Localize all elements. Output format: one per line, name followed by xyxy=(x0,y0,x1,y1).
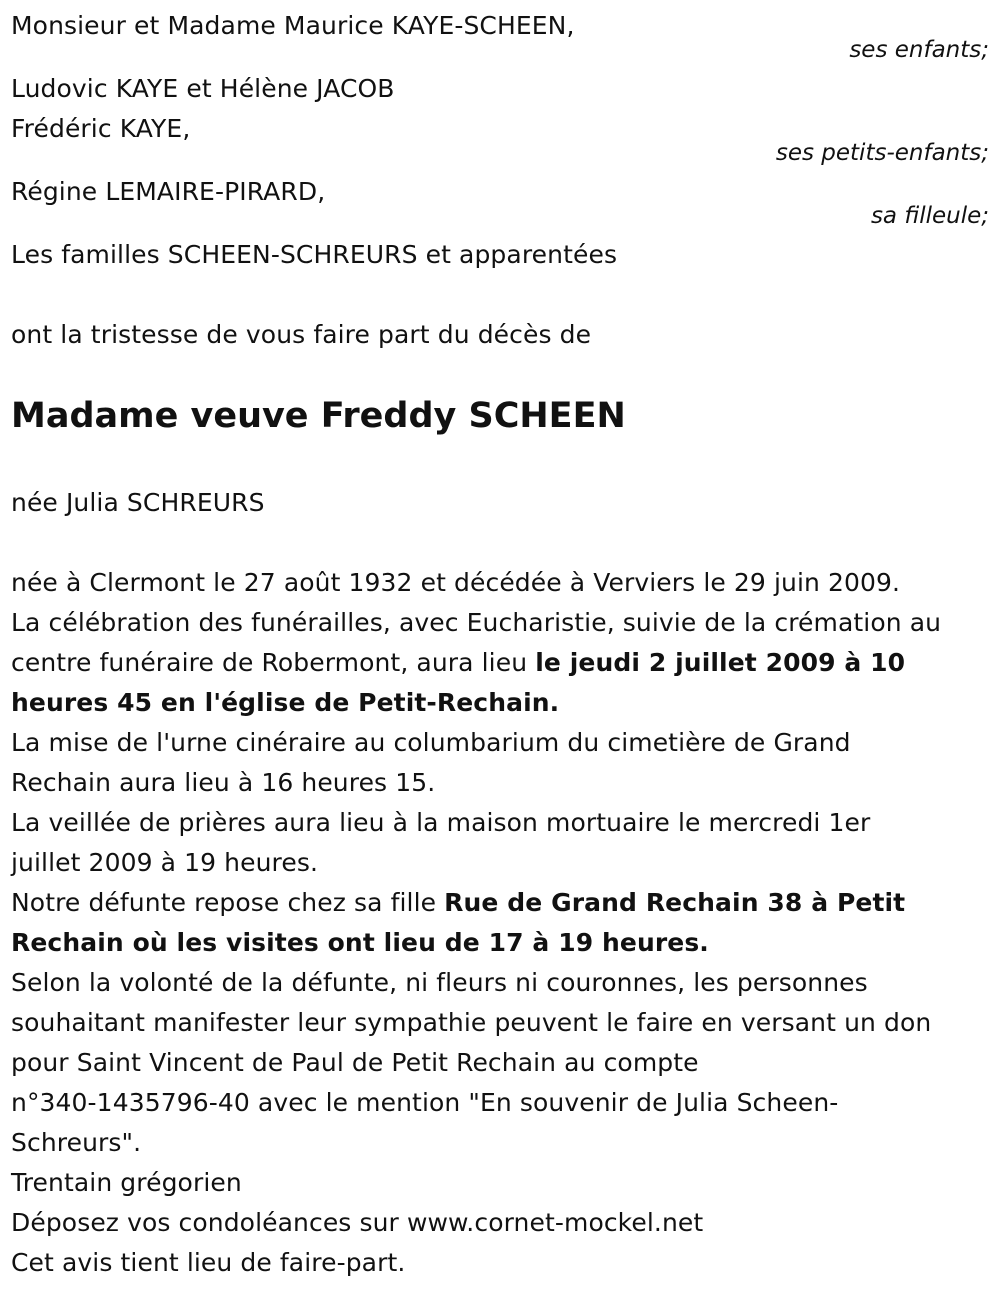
children-line: Monsieur et Madame Maurice KAYE-SCHEEN, xyxy=(11,11,575,40)
body-line-7: La veillée de prières aura lieu à la maison mortuaire le mercredi 1er xyxy=(11,808,871,837)
birth-name-line: née Julia SCHREURS xyxy=(11,488,265,517)
body-line-13: pour Saint Vincent de Paul de Petit Rechain au compte xyxy=(11,1048,699,1077)
body-line-5: La mise de l'urne cinéraire au columbarium du cimetière de Grand xyxy=(11,728,851,757)
announcement-line: ont la tristesse de vous faire part du décès de xyxy=(11,320,592,349)
address-bold: Rue de Grand Rechain 38 à Petit xyxy=(444,888,906,917)
goddaughter-role: sa filleule; xyxy=(870,203,989,229)
body-line-18: Cet avis tient lieu de faire-part. xyxy=(11,1248,406,1277)
grandchildren-role: ses petits-enfants; xyxy=(775,140,989,166)
visits-bold: Rechain où les visites ont lieu de 17 à 19 heures. xyxy=(11,928,709,957)
funeral-location-bold: heures 45 en l'église de Petit-Rechain. xyxy=(11,688,560,717)
body-line-6: Rechain aura lieu à 16 heures 15. xyxy=(11,768,436,797)
body-line-16: Trentain grégorien xyxy=(11,1168,242,1197)
grandchild-line-1: Ludovic KAYE et Hélène JACOB xyxy=(11,74,395,103)
body-line-15: Schreurs". xyxy=(11,1128,142,1157)
body-line-14: n°340-1435796-40 avec le mention "En souvenir de Julia Scheen- xyxy=(11,1088,839,1117)
body-line-12: souhaitant manifester leur sympathie peuvent le faire en versant un don xyxy=(11,1008,932,1037)
grandchild-line-2: Frédéric KAYE, xyxy=(11,114,191,143)
funeral-date-bold: le jeudi 2 juillet 2009 à 10 xyxy=(535,648,906,677)
body-line-3 xyxy=(11,643,905,683)
goddaughter-line: Régine LEMAIRE-PIRARD, xyxy=(11,177,326,206)
body-line-9 xyxy=(11,883,905,923)
body-line-3-text: centre funéraire de Robermont, aura lieu xyxy=(11,648,536,677)
body-line-2: La célébration des funérailles, avec Eucharistie, suivie de la crémation au xyxy=(11,608,942,637)
body-line-8: juillet 2009 à 19 heures. xyxy=(11,848,319,877)
body-line-9-text: Notre défunte repose chez sa fille xyxy=(11,888,445,917)
deceased-name: Madame veuve Freddy SCHEEN xyxy=(11,396,626,436)
body-line-1: née à Clermont le 27 août 1932 et décédée à Verviers le 29 juin 2009. xyxy=(11,568,901,597)
body-line-11: Selon la volonté de la défunte, ni fleurs ni couronnes, les personnes xyxy=(11,968,868,997)
condolences-line: Déposez vos condoléances sur www.cornet-mockel.net xyxy=(11,1208,704,1237)
families-line: Les familles SCHEEN-SCHREURS et apparentées xyxy=(11,240,618,269)
children-role: ses enfants; xyxy=(849,37,989,63)
